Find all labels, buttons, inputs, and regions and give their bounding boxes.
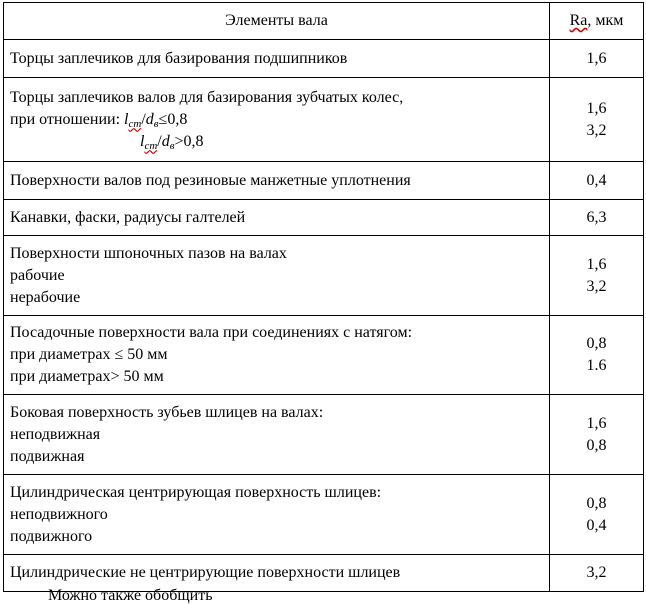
ratio-line-2: $l_{cm}/d_в>0,8$ xyxy=(140,132,204,152)
ratio-d-sub: в xyxy=(153,117,159,130)
ra-value: 6,3 xyxy=(586,208,607,226)
table-row xyxy=(4,395,644,475)
row-description xyxy=(4,78,550,162)
table-row xyxy=(4,475,644,555)
row-description xyxy=(4,395,550,475)
row-description xyxy=(4,316,550,395)
ra-value: 1.6 xyxy=(586,357,607,374)
row-description xyxy=(4,236,550,316)
table-row xyxy=(4,78,644,162)
row-line: рабочие xyxy=(10,266,65,284)
row-line: Торцы заплечиков валов для базирования зубчатых колес, xyxy=(10,88,404,106)
ra-value: 3,2 xyxy=(586,564,607,581)
ra-value: 0,4 xyxy=(586,516,607,534)
row-value xyxy=(550,316,644,395)
row-line: Канавки, фаски, радиусы галтелей xyxy=(10,208,246,226)
ra-value: 1,6 xyxy=(586,414,607,432)
ra-value: 0,4 xyxy=(586,171,607,189)
ra-value: 1,6 xyxy=(586,255,607,273)
ra-value: 0,8 xyxy=(586,436,607,454)
ratio-line-1: при отношении: $l_{cm}/d_в\le 0,8$ xyxy=(10,110,188,130)
table-row xyxy=(4,162,644,200)
row-value xyxy=(550,162,644,200)
roughness-table xyxy=(3,2,644,592)
row-line: Посадочные поверхности вала при соединениях с натягом: xyxy=(10,324,413,341)
ratio-d: d xyxy=(161,132,170,150)
row-description xyxy=(4,40,550,78)
ra-value: 3,2 xyxy=(586,277,607,295)
row-line: подвижного xyxy=(10,527,93,545)
table-row xyxy=(4,40,644,78)
row-value xyxy=(550,236,644,316)
ratio-l-sub: cm xyxy=(128,117,142,130)
ra-unit: , мкм xyxy=(587,12,624,29)
row-description xyxy=(4,162,550,200)
row-line: Торцы заплечиков для базирования подшипников xyxy=(10,49,348,67)
table-row xyxy=(4,316,644,395)
row-value xyxy=(550,78,644,162)
header-ra-unit xyxy=(550,3,644,40)
row-line: при диаметрах> 50 мм xyxy=(10,368,164,385)
cut-off-text: Можно также обобщить xyxy=(48,587,213,604)
ra-value: 1,6 xyxy=(586,99,607,117)
table-row xyxy=(4,200,644,236)
row-description xyxy=(4,200,550,236)
ra-value: 0,8 xyxy=(586,494,607,512)
row-value xyxy=(550,555,644,592)
row-value xyxy=(550,200,644,236)
ratio-l: l xyxy=(124,110,129,128)
row-value xyxy=(550,395,644,475)
row-line: нерабочие xyxy=(10,288,81,306)
ratio-l: l xyxy=(140,132,145,150)
row-line: неподвижного xyxy=(10,505,108,523)
ratio-prefix: при отношении: xyxy=(10,110,125,128)
ra-value: 1,6 xyxy=(586,49,607,67)
row-line: Поверхности шпоночных пазов на валах xyxy=(10,244,287,262)
row-value xyxy=(550,40,644,78)
cut-off-paragraph xyxy=(0,587,646,604)
ra-value: 3,2 xyxy=(586,121,607,139)
row-line: Цилиндрические не центрирующие поверхности шлицев xyxy=(10,564,401,581)
header-row xyxy=(4,3,644,40)
ratio-rel: ≤0,8 xyxy=(158,110,188,128)
row-description xyxy=(4,475,550,555)
row-line: подвижная xyxy=(10,447,85,465)
row-line: неподвижная xyxy=(10,425,101,443)
ra-abbr: Ra xyxy=(569,12,588,29)
row-line: Поверхности валов под резиновые манжетные уплотнения xyxy=(10,171,411,189)
table-row xyxy=(4,555,644,592)
row-description xyxy=(4,555,550,592)
ratio-rel: >0,8 xyxy=(174,132,204,150)
row-line: Цилиндрическая центрирующая поверхность шлицев: xyxy=(10,483,382,501)
row-line: при диаметрах ≤ 50 мм xyxy=(10,346,168,363)
ratio-l-sub: cm xyxy=(144,139,158,152)
table-row xyxy=(4,236,644,316)
ratio-d: d xyxy=(145,110,154,128)
ra-value: 0,8 xyxy=(586,335,607,352)
ratio-d-sub: в xyxy=(169,139,175,152)
row-value xyxy=(550,475,644,555)
header-shaft-elements: Элементы вала xyxy=(4,3,550,40)
row-line: Боковая поверхность зубьев шлицев на валах: xyxy=(10,403,324,421)
